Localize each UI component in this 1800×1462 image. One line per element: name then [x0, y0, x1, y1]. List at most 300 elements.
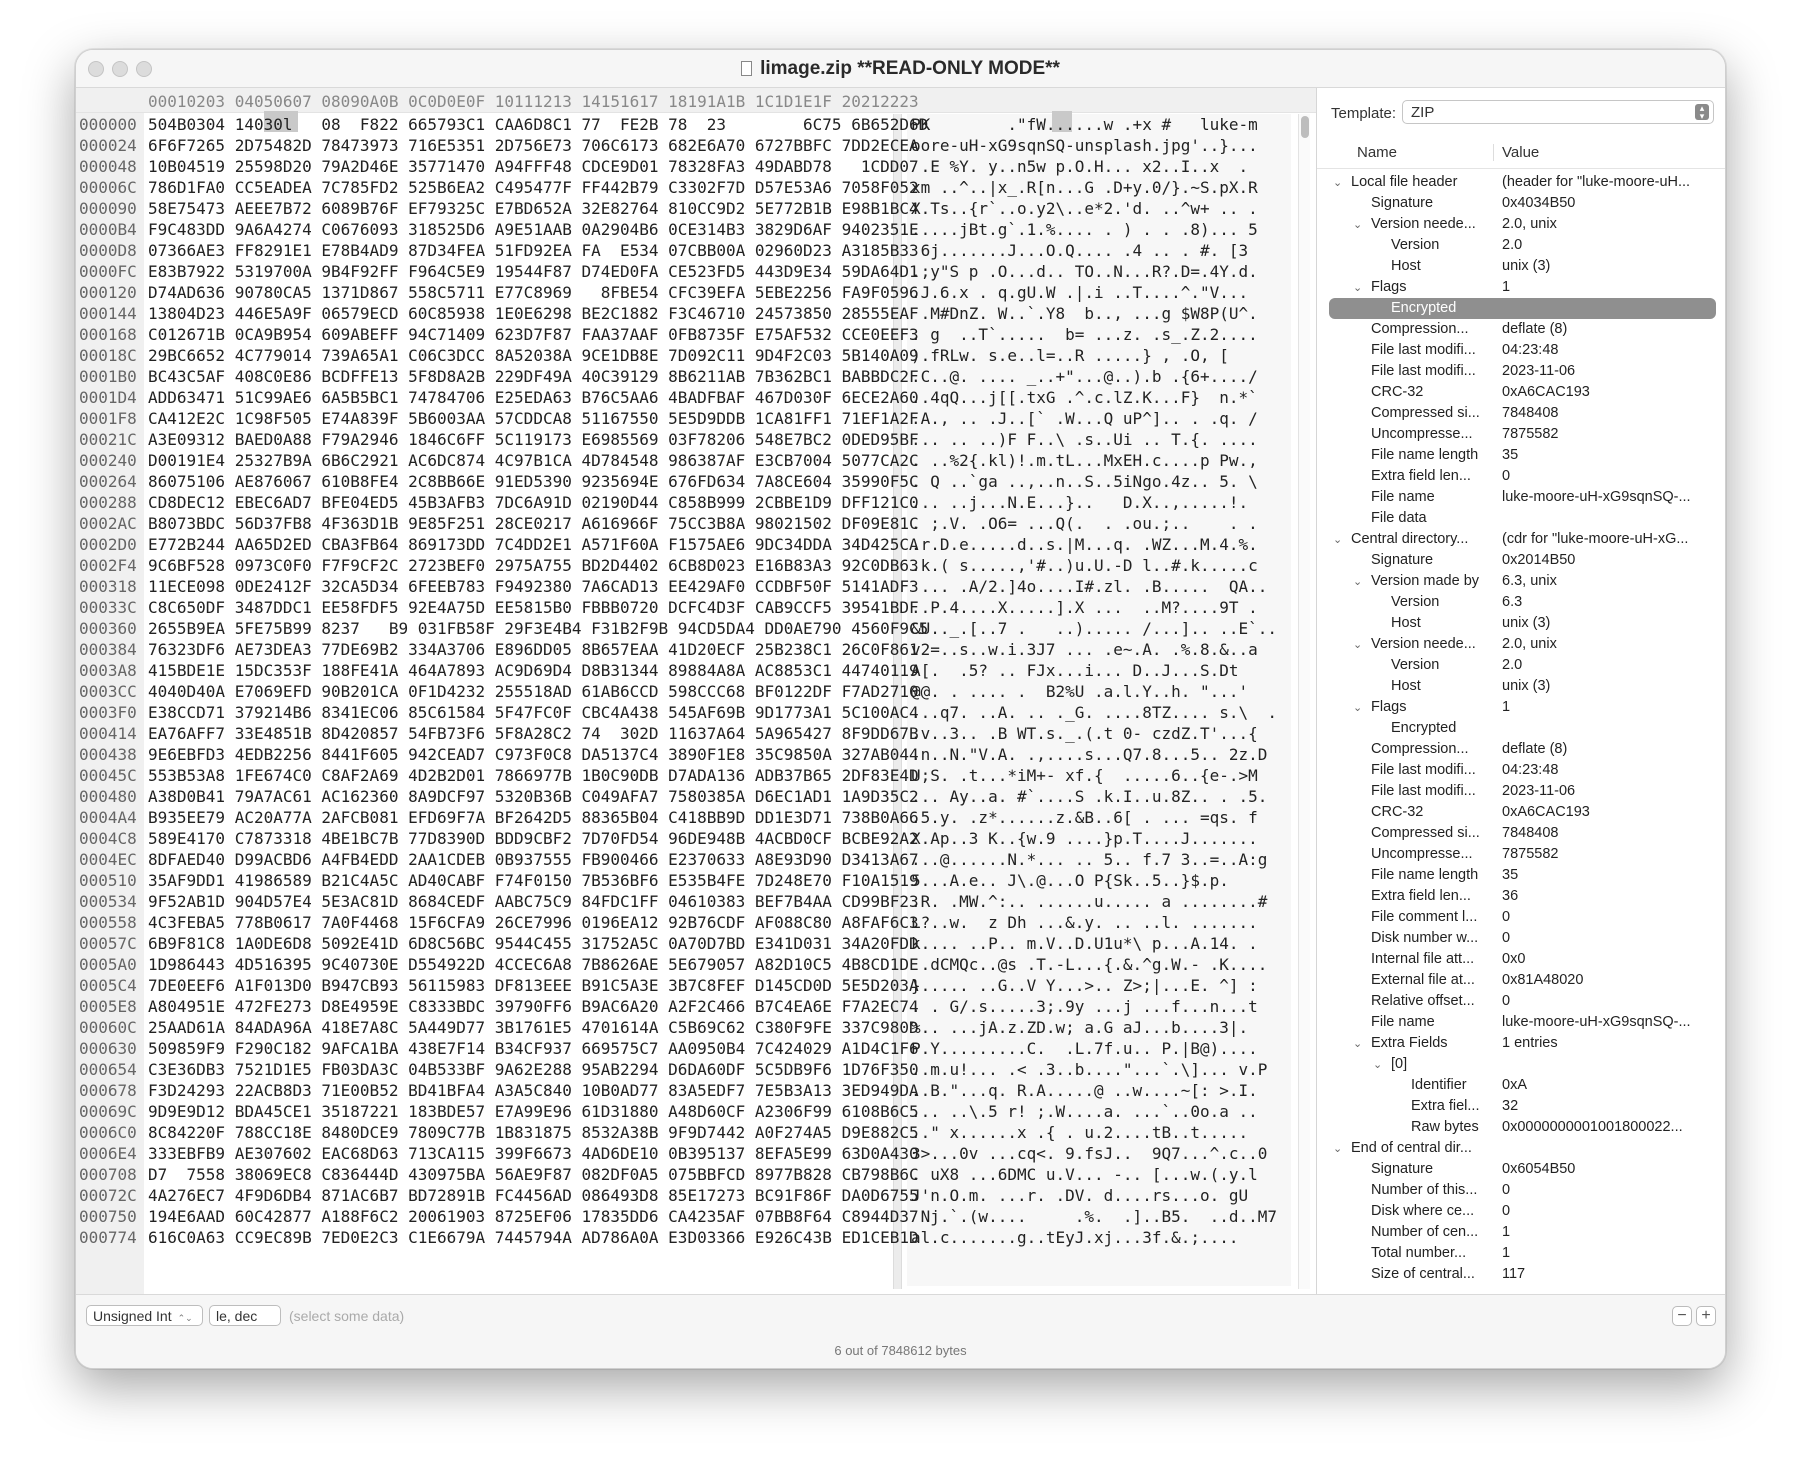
hex-row[interactable] [76, 219, 1316, 240]
hex-row[interactable] [76, 639, 1316, 660]
tree-item-name: Version made by [1371, 573, 1480, 589]
row-hex-bytes[interactable]: A38D0B41 79A7AC61 AC162360 8A9DCF97 5320B36B C049AFA7 7580385A D6EC1AD1 1A9D35C2 [148, 787, 919, 806]
row-hex-bytes[interactable]: 194E6AAD 60C42877 A188F6C2 20061903 8725EF06 17835DD6 CA4235AF 07BB8F64 C8944D37 [148, 1207, 919, 1226]
row-hex-bytes[interactable]: 76323DF6 AE73DEA3 77DE69B2 334A3706 E896DD05 8B657EAA 41D20ECF 25B238C1 26C0F861 [148, 640, 919, 659]
hex-row[interactable] [76, 240, 1316, 261]
row-hex-bytes[interactable]: D00191E4 25327B9A 6B6C2921 AC6DC874 4C97B1CA 4D784548 986387AF E3CB7004 5077CA2C [148, 451, 919, 470]
row-hex-bytes[interactable]: 4C3FEBA5 778B0617 7A0F4468 15F6CFA9 26CE7996 0196EA12 92B76CDF AF088C80 A8FAF6C3 [148, 913, 919, 932]
row-hex-bytes[interactable]: 9E6EBFD3 4EDB2256 8441F605 942CEAD7 C973F0C8 DA5137C4 3890F1E8 35C9850A 327AB044 [148, 745, 919, 764]
tree-row[interactable] [1317, 907, 1726, 928]
tree-item-value: 0 [1502, 909, 1511, 925]
hex-scrollbar[interactable] [1298, 114, 1310, 1289]
tree-row[interactable] [1317, 319, 1726, 340]
row-hex-bytes[interactable]: F3D24293 22ACB8D3 71E00B52 BD41BFA4 A3A5C840 10B0AD77 83A5EDF7 7E5B3A13 3ED949DA [148, 1081, 919, 1100]
row-hex-bytes[interactable]: CA412E2C 1C98F505 E74A839F 5B6003AA 57CDDCA8 51167550 5E5D9DDB 1CA81FF1 71EF1A2F [148, 409, 919, 428]
hex-row[interactable] [76, 765, 1316, 786]
tree-item-name: Disk where ce... [1371, 1203, 1475, 1219]
row-ascii[interactable]: xm ..^..|x_.R[n...G .D+y.0/}.~S.pX.R [911, 179, 1258, 197]
tree-item-name: Internal file att... [1371, 951, 1475, 967]
row-hex-bytes[interactable]: C012671B 0CA9B954 609ABEFF 94C71409 623D7F87 FAA37AAF 0FB8735F E75AF532 CCE0EEF3 [148, 325, 919, 344]
hex-row[interactable] [76, 1227, 1316, 1248]
tree-item-value: 0xA [1502, 1077, 1527, 1093]
disclosure-chevron-icon[interactable]: ⌄ [1353, 702, 1363, 714]
row-ascii[interactable]: ...q7. ..A. .. ._G. ....8TZ.... s.\ . [911, 704, 1278, 722]
tree-item-name: Central directory... [1351, 531, 1469, 547]
row-ascii[interactable]: ... .. ..)F F..\ .s..Ui .. T.{. .... [911, 431, 1258, 449]
tree-item-name: [0] [1391, 1056, 1408, 1072]
hex-row[interactable] [76, 828, 1316, 849]
row-hex-bytes[interactable]: 553B53A8 1FE674C0 C8AF2A69 4D2B2D01 7866977B 1B0C90DB D7ADA136 ADB37B65 2DF83E4D [148, 766, 919, 785]
tree-item-value: 6.3 [1502, 594, 1523, 610]
hex-row[interactable] [76, 492, 1316, 513]
tree-row[interactable] [1317, 424, 1726, 445]
hex-row[interactable] [76, 933, 1316, 954]
tree-row[interactable] [1317, 886, 1726, 907]
row-hex-bytes[interactable]: BC43C5AF 408C0E86 BCDFFE13 5F8D8A2B 229DF49A 40C39129 8B6211AB 7B362BC1 BABBDC2F [148, 367, 919, 386]
tree-item-name: Number of cen... [1371, 1224, 1479, 1240]
row-ascii[interactable]: . . G/.s.....3;.9y ...j ...f...n...t [911, 998, 1258, 1016]
tree-row[interactable] [1317, 1075, 1726, 1096]
row-hex-bytes[interactable]: 86075106 AE876067 610B8FE4 2C8BB66E 91ED5390 9235694E 676FD634 7A8CE604 35990F5C [148, 472, 919, 491]
row-ascii[interactable]: U;S. .t...*iM+- xf.{ .....6..{e-.>M [911, 767, 1258, 785]
row-ascii[interactable]: ).fRLw. s.e..l=..R .....} , .O, [ [911, 347, 1249, 365]
row-hex-bytes[interactable]: C3E36DB3 7521D1E5 FB03DA3C 04B533BF 9A62E288 95AB2294 D6DA60DF 5C5DB9F6 1D76F350 [148, 1060, 919, 1079]
tree-item-name: Compressed si... [1371, 825, 1480, 841]
tree-item-name: Compressed si... [1371, 405, 1480, 421]
row-hex-bytes[interactable]: 8C84220F 788CC18E 8480DCE9 7809C77B 1B831875 8532A38B 9F9D7442 A0F274A5 D9E882C5 [148, 1123, 919, 1142]
row-offset: 0005E8 [79, 997, 137, 1016]
row-ascii[interactable]: oore-uH-xG9sqnSQ-unsplash.jpg'..}... [911, 137, 1258, 155]
tree-row[interactable] [1317, 697, 1726, 718]
row-ascii[interactable]: ..P.4....X.....].X ... ..M?....9T . [911, 599, 1258, 617]
row-hex-bytes[interactable]: EA76AFF7 33E4851B 8D420857 54FB73F6 5F8A28C2 74 302D 11637A64 5A965427 8F9DD67B [148, 724, 919, 743]
hex-row[interactable] [76, 1164, 1316, 1185]
tree-row[interactable] [1317, 445, 1726, 466]
row-hex-bytes[interactable]: 1D986443 4D516395 9C40730E D554922D 4CCEC6A8 7B8626AE 5E679057 A82D10C5 4B8CD1DE [148, 955, 919, 974]
tree-item-value: 0x2014B50 [1502, 552, 1576, 568]
hex-row[interactable] [76, 1143, 1316, 1164]
row-hex-bytes[interactable]: A3E09312 BAED0A88 F79A2946 1846C6FF 5C119173 E6985569 03F78206 548E7BC2 0DED95BF [148, 430, 919, 449]
row-hex-bytes[interactable]: 2655B9EA 5FE75B99 8237 B9 031FB58F 29F3E4B4 F31B2F9B 94CD5DA4 DD0AE790 4560F9C5 [148, 619, 929, 638]
hex-row[interactable] [76, 1206, 1316, 1227]
row-hex-bytes[interactable]: 11ECE098 0DE2412F 32CA5D34 6FEEB783 F9492380 7A6CAD13 EE429AF0 CCDBF50F 5141ADF3 [148, 577, 919, 596]
row-ascii[interactable]: J'n.O.m. ...r. .DV. d....rs...o. gU [911, 1187, 1249, 1205]
tree-item-value: 1 [1502, 1245, 1511, 1261]
hex-row[interactable] [76, 786, 1316, 807]
row-hex-bytes[interactable]: D74AD636 90780CA5 1371D867 558C5711 E77C8969 8FBE54 CFC39EFA 5EBE2256 FA9F0596 [148, 283, 919, 302]
chevron-updown-icon: ⌃⌄ [177, 1313, 193, 1323]
hex-row[interactable] [76, 156, 1316, 177]
tree-row[interactable] [1317, 718, 1726, 739]
row-ascii[interactable]: .J.6.x . q.gU.W .|.i ..T....^."V... [911, 284, 1249, 302]
remove-button[interactable]: − [1672, 1306, 1692, 1326]
hex-rows[interactable] [76, 114, 1316, 1282]
hex-row[interactable] [76, 261, 1316, 282]
template-panel [1316, 88, 1726, 1294]
tree-row[interactable] [1317, 529, 1726, 550]
tree-row[interactable] [1317, 277, 1726, 298]
row-hex-bytes[interactable]: E38CCD71 379214B6 8341EC06 85C61584 5F47FC0F CBC4A438 545AF69B 9D1773A1 5C100AC4 [148, 703, 919, 722]
row-ascii[interactable]: .M#DnZ. W..`.Y8 b.., ...g $W8P(U^. [911, 305, 1258, 323]
tree-row[interactable] [1317, 1201, 1726, 1222]
row-hex-bytes[interactable]: 4040D40A E7069EFD 90B201CA 0F1D4232 255518AD 61AB6CCD 598CCC68 BF0122DF F7AD2710 [148, 682, 919, 701]
tree-item-value: 35 [1502, 447, 1519, 463]
add-button[interactable]: + [1696, 1306, 1716, 1326]
row-ascii[interactable]: PK ."fW......w .+x # luke-m [911, 116, 1258, 134]
tree-item-value: unix (3) [1502, 258, 1551, 274]
row-hex-bytes[interactable]: E83B7922 5319700A 9B4F92FF F964C5E9 19544F87 D74ED0FA CE523FD5 443D9E34 59DA64D1 [148, 262, 919, 281]
row-hex-bytes[interactable]: 786D1FA0 CC5EADEA 7C785FD2 525B6EA2 C495477F FF442B79 C3302F7D D57E53A6 7058F052 [148, 178, 919, 197]
hex-row[interactable] [76, 996, 1316, 1017]
row-ascii[interactable]: P.Y.........C. .L.7f.u.. P.|B@).... [911, 1040, 1258, 1058]
tree-item-value: (header for "luke-moore-uH... [1502, 174, 1691, 190]
hex-row[interactable] [76, 366, 1316, 387]
tree-item-value: 2.0, unix [1502, 636, 1557, 652]
tree-row[interactable] [1317, 571, 1726, 592]
row-ascii[interactable]: ... ..j...N.E...}.. D.X..,.....!. [911, 494, 1249, 512]
disclosure-chevron-icon[interactable]: ⌄ [1353, 219, 1363, 231]
row-hex-bytes[interactable]: CD8DEC12 EBEC6AD7 BFE04ED5 45B3AFB3 7DC6A91D 02190D44 C858B999 2CBBE1D9 DFF121C0 [148, 493, 919, 512]
tree-item-value: (cdr for "luke-moore-uH-xG... [1502, 531, 1689, 547]
row-offset: 0006E4 [79, 1144, 137, 1163]
tree-item-value: 1 [1502, 699, 1511, 715]
tree-row[interactable] [1317, 1243, 1726, 1264]
hex-row[interactable] [76, 597, 1316, 618]
tree-row[interactable] [1317, 235, 1726, 256]
row-ascii[interactable]: 5...A.e.. J\.@...O P{Sk..5..}$.p. [911, 872, 1249, 890]
hex-row[interactable] [76, 282, 1316, 303]
row-hex-bytes[interactable]: 8DFAED40 D99ACBD6 A4FB4EDD 2AA1CDEB 0B937555 FB900466 E2370633 A8E93D90 D3413A67 [148, 850, 919, 869]
tree-item-value: unix (3) [1502, 678, 1551, 694]
row-ascii[interactable]: . g ..T`..... b= ...z. .s_.Z.2.... [911, 326, 1258, 344]
row-offset: 000654 [79, 1060, 137, 1079]
hex-row[interactable] [76, 1080, 1316, 1101]
row-ascii[interactable]: al.c.......g..tEyJ.xj...3f.&.;.... [911, 1229, 1239, 1247]
row-ascii[interactable]: @@. . .... . B2%U .a.l.Y..h. "...' [911, 683, 1249, 701]
tree-row[interactable] [1317, 403, 1726, 424]
hex-editor-pane[interactable] [76, 88, 1316, 1294]
row-ascii[interactable]: 6j.......J...O.Q.... .4 .. . #. [3 [911, 242, 1249, 260]
tree-row[interactable] [1329, 298, 1716, 319]
tree-row[interactable] [1317, 739, 1726, 760]
hex-row[interactable] [76, 1185, 1316, 1206]
row-hex-bytes[interactable]: 333EBFB9 AE307602 EAC68D63 713CA115 399F6673 4AD6DE10 0B395137 8EFA5E99 63D0A430 [148, 1144, 919, 1163]
row-hex-bytes[interactable]: E772B244 AA65D2ED CBA3FB64 869173DD 7C4DD2E1 A571F60A F1575AE6 9DC34DDA 34D425CA [148, 535, 919, 554]
row-ascii[interactable]: }..... ..G..V Y...>.. Z>;|...E. ^] : [911, 977, 1258, 995]
row-hex-bytes[interactable]: 10B04519 25598D20 79A2D46E 35771470 A94FFF48 CDCE9D01 78328FA3 49DABD78 1CDD07 [148, 157, 919, 176]
column-offsets: 00010203 04050607 08090A0B 0C0D0E0F 10111213 14151617 18191A1B 1C1D1E1F 20212223 [148, 92, 919, 111]
hex-row[interactable] [76, 576, 1316, 597]
row-offset: 0000D8 [79, 241, 137, 260]
hex-row[interactable] [76, 660, 1316, 681]
row-ascii[interactable]: .R. .MW.^:.. ......u..... a ........# [911, 893, 1268, 911]
data-type-select[interactable] [86, 1305, 203, 1326]
row-ascii[interactable]: v2=..s..w.i.3J7 ... .e~.A. .%.8.&..a [911, 641, 1258, 659]
row-hex-bytes[interactable]: B8073BDC 56D37FB8 4F363D1B 9E85F251 28CE0217 A616966F 75CC3B8A 98021502 DF09E81C [148, 514, 919, 533]
tree-item-name: Uncompresse... [1371, 426, 1473, 442]
tree-row[interactable] [1317, 592, 1726, 613]
row-offset: 000414 [79, 724, 137, 743]
row-ascii[interactable]: L?..w. z Dh ...&.y. .. ..l. ....... [911, 914, 1258, 932]
hex-row[interactable] [76, 429, 1316, 450]
tree-row[interactable] [1317, 802, 1726, 823]
row-ascii[interactable]: .r.D.e.....d..s.|M...q. .WZ...M.4.%. [911, 536, 1258, 554]
endian-select[interactable] [209, 1305, 281, 1326]
disclosure-chevron-icon[interactable]: ⌄ [1353, 576, 1363, 588]
tree-item-value: 2.0, unix [1502, 216, 1557, 232]
hex-row[interactable] [76, 681, 1316, 702]
tree-row[interactable] [1317, 361, 1726, 382]
select-stepper-icon: ▴ ▾ [1695, 104, 1709, 120]
row-ascii[interactable]: . ..%2{.kl)!.m.tL...MxEH.c....p Pw., [911, 452, 1258, 470]
row-ascii[interactable]: .;y"S p .O...d.. TO..N...R?.D=.4Y.d. [911, 263, 1258, 281]
row-ascii[interactable]: ... ..\.5 r! ;.W....a. ...`..0o.a .. [911, 1103, 1258, 1121]
row-ascii[interactable]: ..B."...q. R.A.....@ ..w....~[: >.I. [911, 1082, 1258, 1100]
hex-row[interactable] [76, 198, 1316, 219]
tree-row[interactable] [1317, 844, 1726, 865]
hex-row[interactable] [76, 870, 1316, 891]
row-hex-bytes[interactable]: 6B9F81C8 1A0DE6D8 5092E41D 6D8C56BC 9544C455 31752A5C 0A70D7BD E341D031 34A20FDD [148, 934, 919, 953]
status-bar [76, 1294, 1725, 1369]
disclosure-chevron-icon[interactable]: ⌄ [1353, 639, 1363, 651]
tree-row[interactable] [1317, 760, 1726, 781]
hex-row[interactable] [76, 807, 1316, 828]
row-ascii[interactable]: .." x......x .{ . u.2....tB..t..... [911, 1124, 1249, 1142]
row-ascii[interactable]: Nj.`.(w.... .%. .]..B5. ..d..M7 [911, 1208, 1278, 1226]
disclosure-chevron-icon[interactable]: ⌄ [1333, 1143, 1343, 1155]
disclosure-chevron-icon[interactable]: ⌄ [1333, 177, 1343, 189]
row-hex-bytes[interactable]: 504B0304 14030l 08 F822 665793C1 CAA6D8C1 77 FE2B 78 23 6C75 6B652D6D [148, 115, 929, 134]
tree-item-name: Size of central... [1371, 1266, 1475, 1282]
row-offset: 000630 [79, 1039, 137, 1058]
row-ascii[interactable]: 3>...0v ...cq<. 9.fsJ.. 9Q7...^.c..0 [911, 1145, 1268, 1163]
row-hex-bytes[interactable]: 9F52AB1D 904D57E4 5E3AC81D 8684CEDF AABC75C9 84FDC1FF 04610383 BEF7B4AA CD99BF23 [148, 892, 919, 911]
hex-row[interactable] [76, 1059, 1316, 1080]
row-ascii[interactable]: ..m.u!... .< .3..b...."...`.\]... v.P [911, 1061, 1268, 1079]
row-hex-bytes[interactable]: 415BDE1E 15DC353F 188FE41A 464A7893 AC9D69D4 D8B31344 89884A8A AC8853C1 44740119 [148, 661, 919, 680]
hex-row[interactable] [76, 450, 1316, 471]
row-ascii[interactable]: A[. .5? .. FJx...i... D..J...S.Dt [911, 662, 1249, 680]
template-tree[interactable] [1317, 172, 1726, 1292]
tree-row[interactable] [1317, 508, 1726, 529]
hex-row[interactable] [76, 1101, 1316, 1122]
row-offset: 000750 [79, 1207, 137, 1226]
row-hex-bytes[interactable]: ADD63471 51C99AE6 6A5B5BC1 74784706 E25EDA63 B76C5AA6 4BADFBAF 467D030F 6ECE2A60 [148, 388, 919, 407]
disclosure-chevron-icon[interactable]: ⌄ [1353, 1038, 1363, 1050]
hex-row[interactable] [76, 471, 1316, 492]
app-window [75, 49, 1726, 1369]
title-bar [76, 50, 1725, 88]
row-hex-bytes[interactable]: 7DE0EEF6 A1F013D0 B947CB93 56115983 DF813EEE B91C5A3E 3B7C8FEF D145CD0D 5E5D203A [148, 976, 919, 995]
tree-row[interactable] [1317, 340, 1726, 361]
row-ascii[interactable]: %.. ...jA.z.ZD.w; a.G aJ...b....3|. [911, 1019, 1249, 1037]
tree-row[interactable] [1317, 1159, 1726, 1180]
row-ascii[interactable]: k.... ..P.. m.V..D.U1u*\ p...A.14. . [911, 935, 1258, 953]
tree-row[interactable] [1317, 781, 1726, 802]
tree-row[interactable] [1317, 676, 1726, 697]
row-ascii[interactable]: . uX8 ...6DMC u.V... -.. [...w.(.y.l [911, 1166, 1258, 1184]
tree-row[interactable] [1317, 487, 1726, 508]
row-ascii[interactable]: .....jBt.g`.1.%.... . ) . . .8)... 5 [911, 221, 1258, 239]
row-hex-bytes[interactable]: 35AF9DD1 41986589 B21C4A5C AD40CABF F74F0150 7B536BF6 E535B4FE 7D248E70 F10A1519 [148, 871, 919, 890]
row-ascii[interactable]: .dCMQc..@s .T.-L...{.&.^g.W.- .K.... [911, 956, 1268, 974]
hex-row[interactable] [76, 744, 1316, 765]
value-column-header[interactable]: Value [1493, 144, 1539, 161]
hex-row[interactable] [76, 555, 1316, 576]
row-hex-bytes[interactable]: F9C483DD 9A6A4274 C0676093 318525D6 A9E51AAB 0A2904B6 0CE314B3 3829D6AF 9402351E [148, 220, 919, 239]
tree-row[interactable] [1317, 928, 1726, 949]
row-offset: 0002AC [79, 514, 137, 533]
tree-row[interactable] [1317, 256, 1726, 277]
tree-row[interactable] [1317, 1117, 1726, 1138]
row-hex-bytes[interactable]: 9D9E9D12 BDA45CE1 35187221 183BDE57 E7A99E96 61D31880 A48D60CF A2306F99 6108B6C5 [148, 1102, 919, 1121]
tree-row[interactable] [1317, 1264, 1726, 1285]
tree-row[interactable] [1317, 865, 1726, 886]
row-offset: 000438 [79, 745, 137, 764]
tree-row[interactable] [1317, 1138, 1726, 1159]
row-offset: 0003F0 [79, 703, 137, 722]
tree-item-name: Host [1391, 615, 1421, 631]
row-ascii[interactable]: .A., .. .J..[` .W...Q uP^].. . .q. / [911, 410, 1258, 428]
hex-row[interactable] [76, 324, 1316, 345]
row-offset: 0004A4 [79, 808, 137, 827]
hex-row[interactable] [76, 114, 1316, 135]
row-hex-bytes[interactable]: 509859F9 F290C182 9AFCA1BA 438E7F14 B34CF937 669575C7 AA0950B4 7C424029 A1D4C1F6 [148, 1039, 919, 1058]
row-ascii[interactable]: ... Ay..a. #`....S .k.I..u.8Z.. . .5. [911, 788, 1268, 806]
disclosure-chevron-icon[interactable]: ⌄ [1353, 282, 1363, 294]
hex-row[interactable] [76, 534, 1316, 555]
tree-row[interactable] [1317, 193, 1726, 214]
row-hex-bytes[interactable]: 07366AE3 FF8291E1 E78B4AD9 87D34FEA 51FD92EA FA E534 07CBB00A 02960D23 A3185B33 [148, 241, 919, 260]
tree-item-name: Encrypted [1391, 300, 1457, 316]
tree-row[interactable] [1317, 613, 1726, 634]
tree-row[interactable] [1317, 991, 1726, 1012]
tree-item-name: Disk number w... [1371, 930, 1479, 946]
hex-row[interactable] [76, 912, 1316, 933]
tree-row[interactable] [1317, 382, 1726, 403]
hex-row[interactable] [76, 177, 1316, 198]
row-hex-bytes[interactable]: A804951E 472FE273 D8E4959E C8333BDC 39790FF6 B9AC6A20 A2F2C466 B7C4EA6E F7A2EC74 [148, 997, 919, 1016]
row-ascii[interactable]: &U.._.[..7 . ..)..... /...].. ..E`.. [911, 620, 1278, 638]
hex-row[interactable] [76, 723, 1316, 744]
row-hex-bytes[interactable]: 4A276EC7 4F9D6DB4 871AC6B7 BD72891B FC4456AD 086493D8 85E17273 BC91F86F DA0D6755 [148, 1186, 919, 1205]
row-ascii[interactable]: . ;.V. .O6= ...Q(. . .ou.;.. . . [911, 515, 1258, 533]
row-ascii[interactable]: X.Ts..{r`..o.y2\..e*2.'d. ..^w+ .. . [911, 200, 1258, 218]
row-offset: 000678 [79, 1081, 137, 1100]
tree-row[interactable] [1317, 1054, 1726, 1075]
disclosure-chevron-icon[interactable]: ⌄ [1333, 534, 1343, 546]
hex-row[interactable] [76, 345, 1316, 366]
disclosure-chevron-icon[interactable]: ⌄ [1373, 1059, 1383, 1071]
row-offset: 000144 [79, 304, 137, 323]
tree-row[interactable] [1317, 1180, 1726, 1201]
hex-row[interactable] [76, 954, 1316, 975]
tree-row[interactable] [1317, 214, 1726, 235]
hex-row[interactable] [76, 387, 1316, 408]
row-offset: 000048 [79, 157, 137, 176]
row-hex-bytes[interactable]: 25AAD61A 84ADA96A 418E7A8C 5A449D77 3B1761E5 4701614A C5B69C62 C380F9FE 337C980D [148, 1018, 919, 1037]
tree-item-value: 36 [1502, 888, 1519, 904]
row-ascii[interactable]: .5.y. .z*......z.&B..6[ . ... =qs. f [911, 809, 1258, 827]
row-offset: 00060C [79, 1018, 137, 1037]
hex-row[interactable] [76, 408, 1316, 429]
row-ascii[interactable]: ...@......N.*... .. 5.. f.7 3..=..A:g [911, 851, 1268, 869]
tree-row[interactable] [1317, 466, 1726, 487]
tree-row[interactable] [1317, 655, 1726, 676]
row-ascii[interactable]: .k.( s.....,'#..)u.U.-D l..#.k.....c [911, 557, 1258, 575]
row-hex-bytes[interactable]: 58E75473 AEEE7B72 6089B76F EF79325C E7BD652A 32E82764 810CC9D2 5E772B1B E98B1BC4 [148, 199, 919, 218]
row-hex-bytes[interactable]: C8C650DF 3487DDC1 EE58FDF5 92E4A75D EE5815B0 FBBB0720 DCFC4D3F CAB9CCF5 39541BDF [148, 598, 919, 617]
hex-row[interactable] [76, 513, 1316, 534]
hex-row[interactable] [76, 618, 1316, 639]
row-hex-bytes[interactable]: 589E4170 C7873318 4BE1BC7B 77D8390D BDD9CBF2 7D70FD54 96DE948B 4ACBD0CF BCBE92A2 [148, 829, 919, 848]
row-ascii[interactable]: X.Ap..3 K..{w.9 ....}p.T....J....... [911, 830, 1258, 848]
row-ascii[interactable]: .n..N."V.A. .,....s...Q7.8...5.. 2z.D [911, 746, 1268, 764]
tree-row[interactable] [1317, 634, 1726, 655]
hex-row[interactable] [76, 303, 1316, 324]
row-hex-bytes[interactable]: 9C6BF528 0973C0F0 F7F9CF2C 2723BEF0 2975A755 BD2D4402 6CB8D023 E16B83A3 92C0DB63 [148, 556, 919, 575]
row-ascii[interactable]: . Q ..`ga ..,..n..S..5iNgo.4z.. 5. \ [911, 473, 1258, 491]
template-tree-header [1317, 135, 1726, 169]
row-hex-bytes[interactable]: 616C0A63 CC9EC89B 7ED0E2C3 C1E6679A 7445794A AD786A0A E3D03366 E926C43B ED1CEB1D [148, 1228, 919, 1247]
tree-item-value: 0 [1502, 993, 1511, 1009]
row-ascii[interactable]: .C..@. .... _..+"...@..).b .{6+..../ [911, 368, 1258, 386]
row-ascii[interactable]: .E %Y. y..n5w p.O.H... x2..I..x . [911, 158, 1249, 176]
hex-row[interactable] [76, 135, 1316, 156]
tree-item-name: File last modifi... [1371, 342, 1476, 358]
tree-row[interactable] [1317, 172, 1726, 193]
hex-row[interactable] [76, 1017, 1316, 1038]
hex-row[interactable] [76, 891, 1316, 912]
row-offset: 0003A8 [79, 661, 137, 680]
row-ascii[interactable]: ..4qQ...j[[.txG .^.c.lZ.K...F} n.*` [911, 389, 1258, 407]
tree-row[interactable] [1317, 1222, 1726, 1243]
row-hex-bytes[interactable]: 29BC6652 4C779014 739A65A1 C06C3DCC 8A52038A 9CE1DB8E 7D092C11 9D4F2C03 5B140A09 [148, 346, 919, 365]
hex-row[interactable] [76, 975, 1316, 996]
row-offset: 0004EC [79, 850, 137, 869]
row-offset: 000708 [79, 1165, 137, 1184]
tree-item-name: File name [1371, 1014, 1435, 1030]
row-ascii[interactable]: ... .A/2.]4o....I#.zl. .B..... QA.. [911, 578, 1268, 596]
hex-row[interactable] [76, 1122, 1316, 1143]
tree-row[interactable] [1317, 1033, 1726, 1054]
tree-row[interactable] [1317, 970, 1726, 991]
hex-row[interactable] [76, 702, 1316, 723]
tree-item-name: Number of this... [1371, 1182, 1478, 1198]
row-hex-bytes[interactable]: 13804D23 446E5A9F 06579ECD 60C85938 1E0E6298 BE2C1882 F3C46710 24573850 28555EAF [148, 304, 919, 323]
row-hex-bytes[interactable]: D7 7558 38069EC8 C836444D 430975BA 56AE9F87 082DF0A5 075BBFCD 8977B828 CB798B6C [148, 1165, 919, 1184]
tree-row[interactable] [1317, 1012, 1726, 1033]
tree-item-value: 0xA6CAC193 [1502, 804, 1590, 820]
scrollbar-thumb[interactable] [1301, 116, 1309, 138]
template-select[interactable] [1402, 100, 1714, 124]
hex-row[interactable] [76, 849, 1316, 870]
tree-item-name: End of central dir... [1351, 1140, 1472, 1156]
tree-item-name: Host [1391, 258, 1421, 274]
row-offset: 0001F8 [79, 409, 137, 428]
tree-row[interactable] [1317, 949, 1726, 970]
row-ascii[interactable]: .v..3.. .B WT.s._.(.t 0- czdZ.T'...{ [911, 725, 1258, 743]
row-hex-bytes[interactable]: 6F6F7265 2D75482D 78473973 716E5351 2D756E73 706C6173 682E6A70 6727BBFC 7DD2ECEA [148, 136, 919, 155]
row-hex-bytes[interactable]: B935EE79 AC20A77A 2AFCB081 EFD69F7A BF2642D5 88365B04 C418BB9D DD1E3D71 738B0A66 [148, 808, 919, 827]
name-column-header[interactable]: Name [1357, 144, 1398, 161]
hex-row[interactable] [76, 1038, 1316, 1059]
tree-row[interactable] [1317, 823, 1726, 844]
tree-item-name: Signature [1371, 1161, 1434, 1177]
tree-row[interactable] [1317, 550, 1726, 571]
tree-row[interactable] [1317, 1096, 1726, 1117]
tree-item-name: Local file header [1351, 174, 1458, 190]
